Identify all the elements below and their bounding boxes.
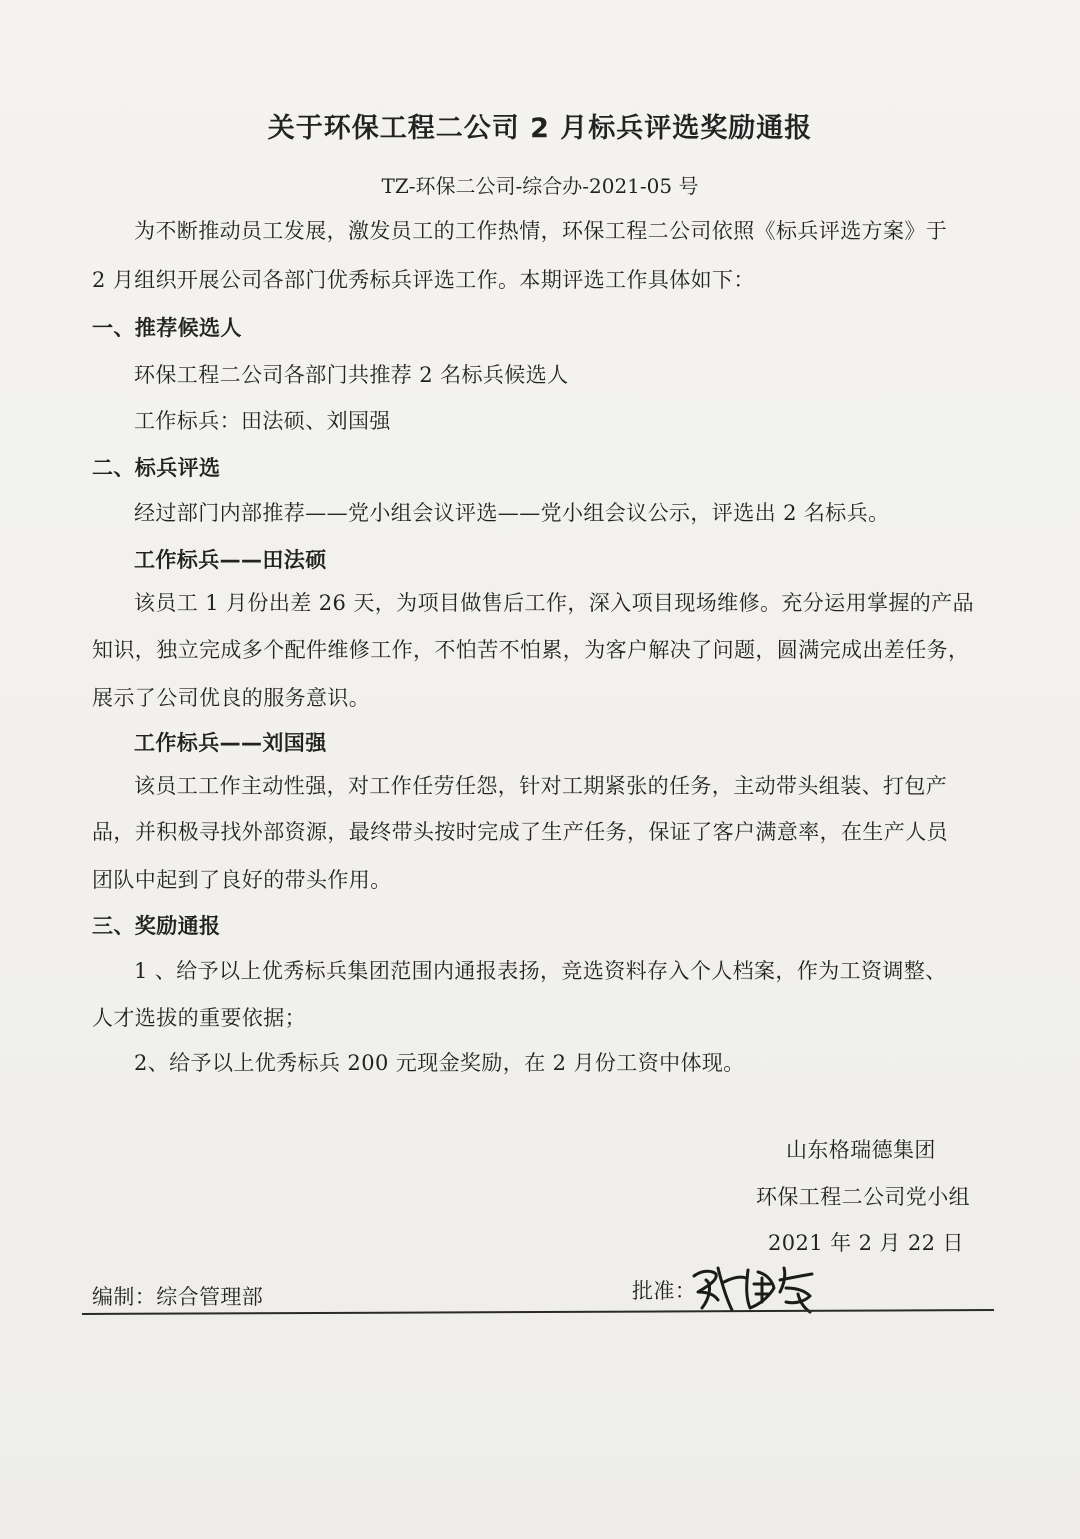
approved-label: 批准： — [632, 1279, 697, 1303]
document-title: 关于环保工程二公司 2 月标兵评选奖励通报 — [267, 113, 813, 144]
intro-line-1: 为不断推动员工发展，激发员工的工作热情，环保工程二公司依照《标兵评选方案》于 — [134, 219, 948, 243]
section-3-heading: 三、奖励通报 — [92, 914, 221, 938]
section-1-line-1: 环保工程二公司各部门共推荐 2 名标兵候选人 — [134, 363, 569, 387]
intro-line-2: 2 月组织开展公司各部门优秀标兵评选工作。本期评选工作具体如下： — [92, 268, 755, 292]
winner-2-line-3: 团队中起到了良好的带头作用。 — [92, 868, 392, 892]
section-3-item-1-line-1: 1 、给予以上优秀标兵集团范围内通报表扬，竞选资料存入个人档案，作为工资调整、 — [134, 959, 947, 983]
winner-2-heading: 工作标兵——刘国强 — [134, 731, 327, 755]
section-2-heading: 二、标兵评选 — [92, 456, 221, 480]
issuer-group: 山东格瑞德集团 — [786, 1138, 936, 1162]
section-2-line-1: 经过部门内部推荐——党小组会议评选——党小组会议公示，评选出 2 名标兵。 — [134, 501, 890, 525]
winner-1-heading: 工作标兵——田法硕 — [134, 548, 327, 572]
section-3-item-2: 2、给予以上优秀标兵 200 元现金奖励，在 2 月份工资中体现。 — [134, 1051, 745, 1075]
winner-1-line-2: 知识，独立完成多个配件维修工作，不怕苦不怕累，为客户解决了问题，圆满完成出差任务， — [92, 638, 970, 662]
section-3-item-1-line-2: 人才选拔的重要依据； — [92, 1006, 306, 1030]
winner-1-line-3: 展示了公司优良的服务意识。 — [92, 686, 371, 710]
winner-2-line-1: 该员工工作主动性强，对工作任劳任怨，针对工期紧张的任务，主动带头组装、打包产 — [134, 774, 948, 798]
compiled-by: 编制：综合管理部 — [92, 1285, 264, 1309]
section-1-heading: 一、推荐候选人 — [92, 316, 242, 340]
section-1-line-2: 工作标兵：田法硕、刘国强 — [134, 409, 391, 433]
document-number: TZ-环保二公司-综合办-2021-05 号 — [381, 174, 699, 198]
winner-1-line-1: 该员工 1 月份出差 26 天，为项目做售后工作，深入项目现场维修。充分运用掌握的产品 — [134, 591, 974, 615]
issue-date: 2021 年 2 月 22 日 — [768, 1231, 964, 1255]
winner-2-line-2: 品，并积极寻找外部资源，最终带头按时完成了生产任务，保证了客户满意率，在生产人员 — [92, 820, 948, 844]
issuer-unit: 环保工程二公司党小组 — [756, 1185, 970, 1209]
